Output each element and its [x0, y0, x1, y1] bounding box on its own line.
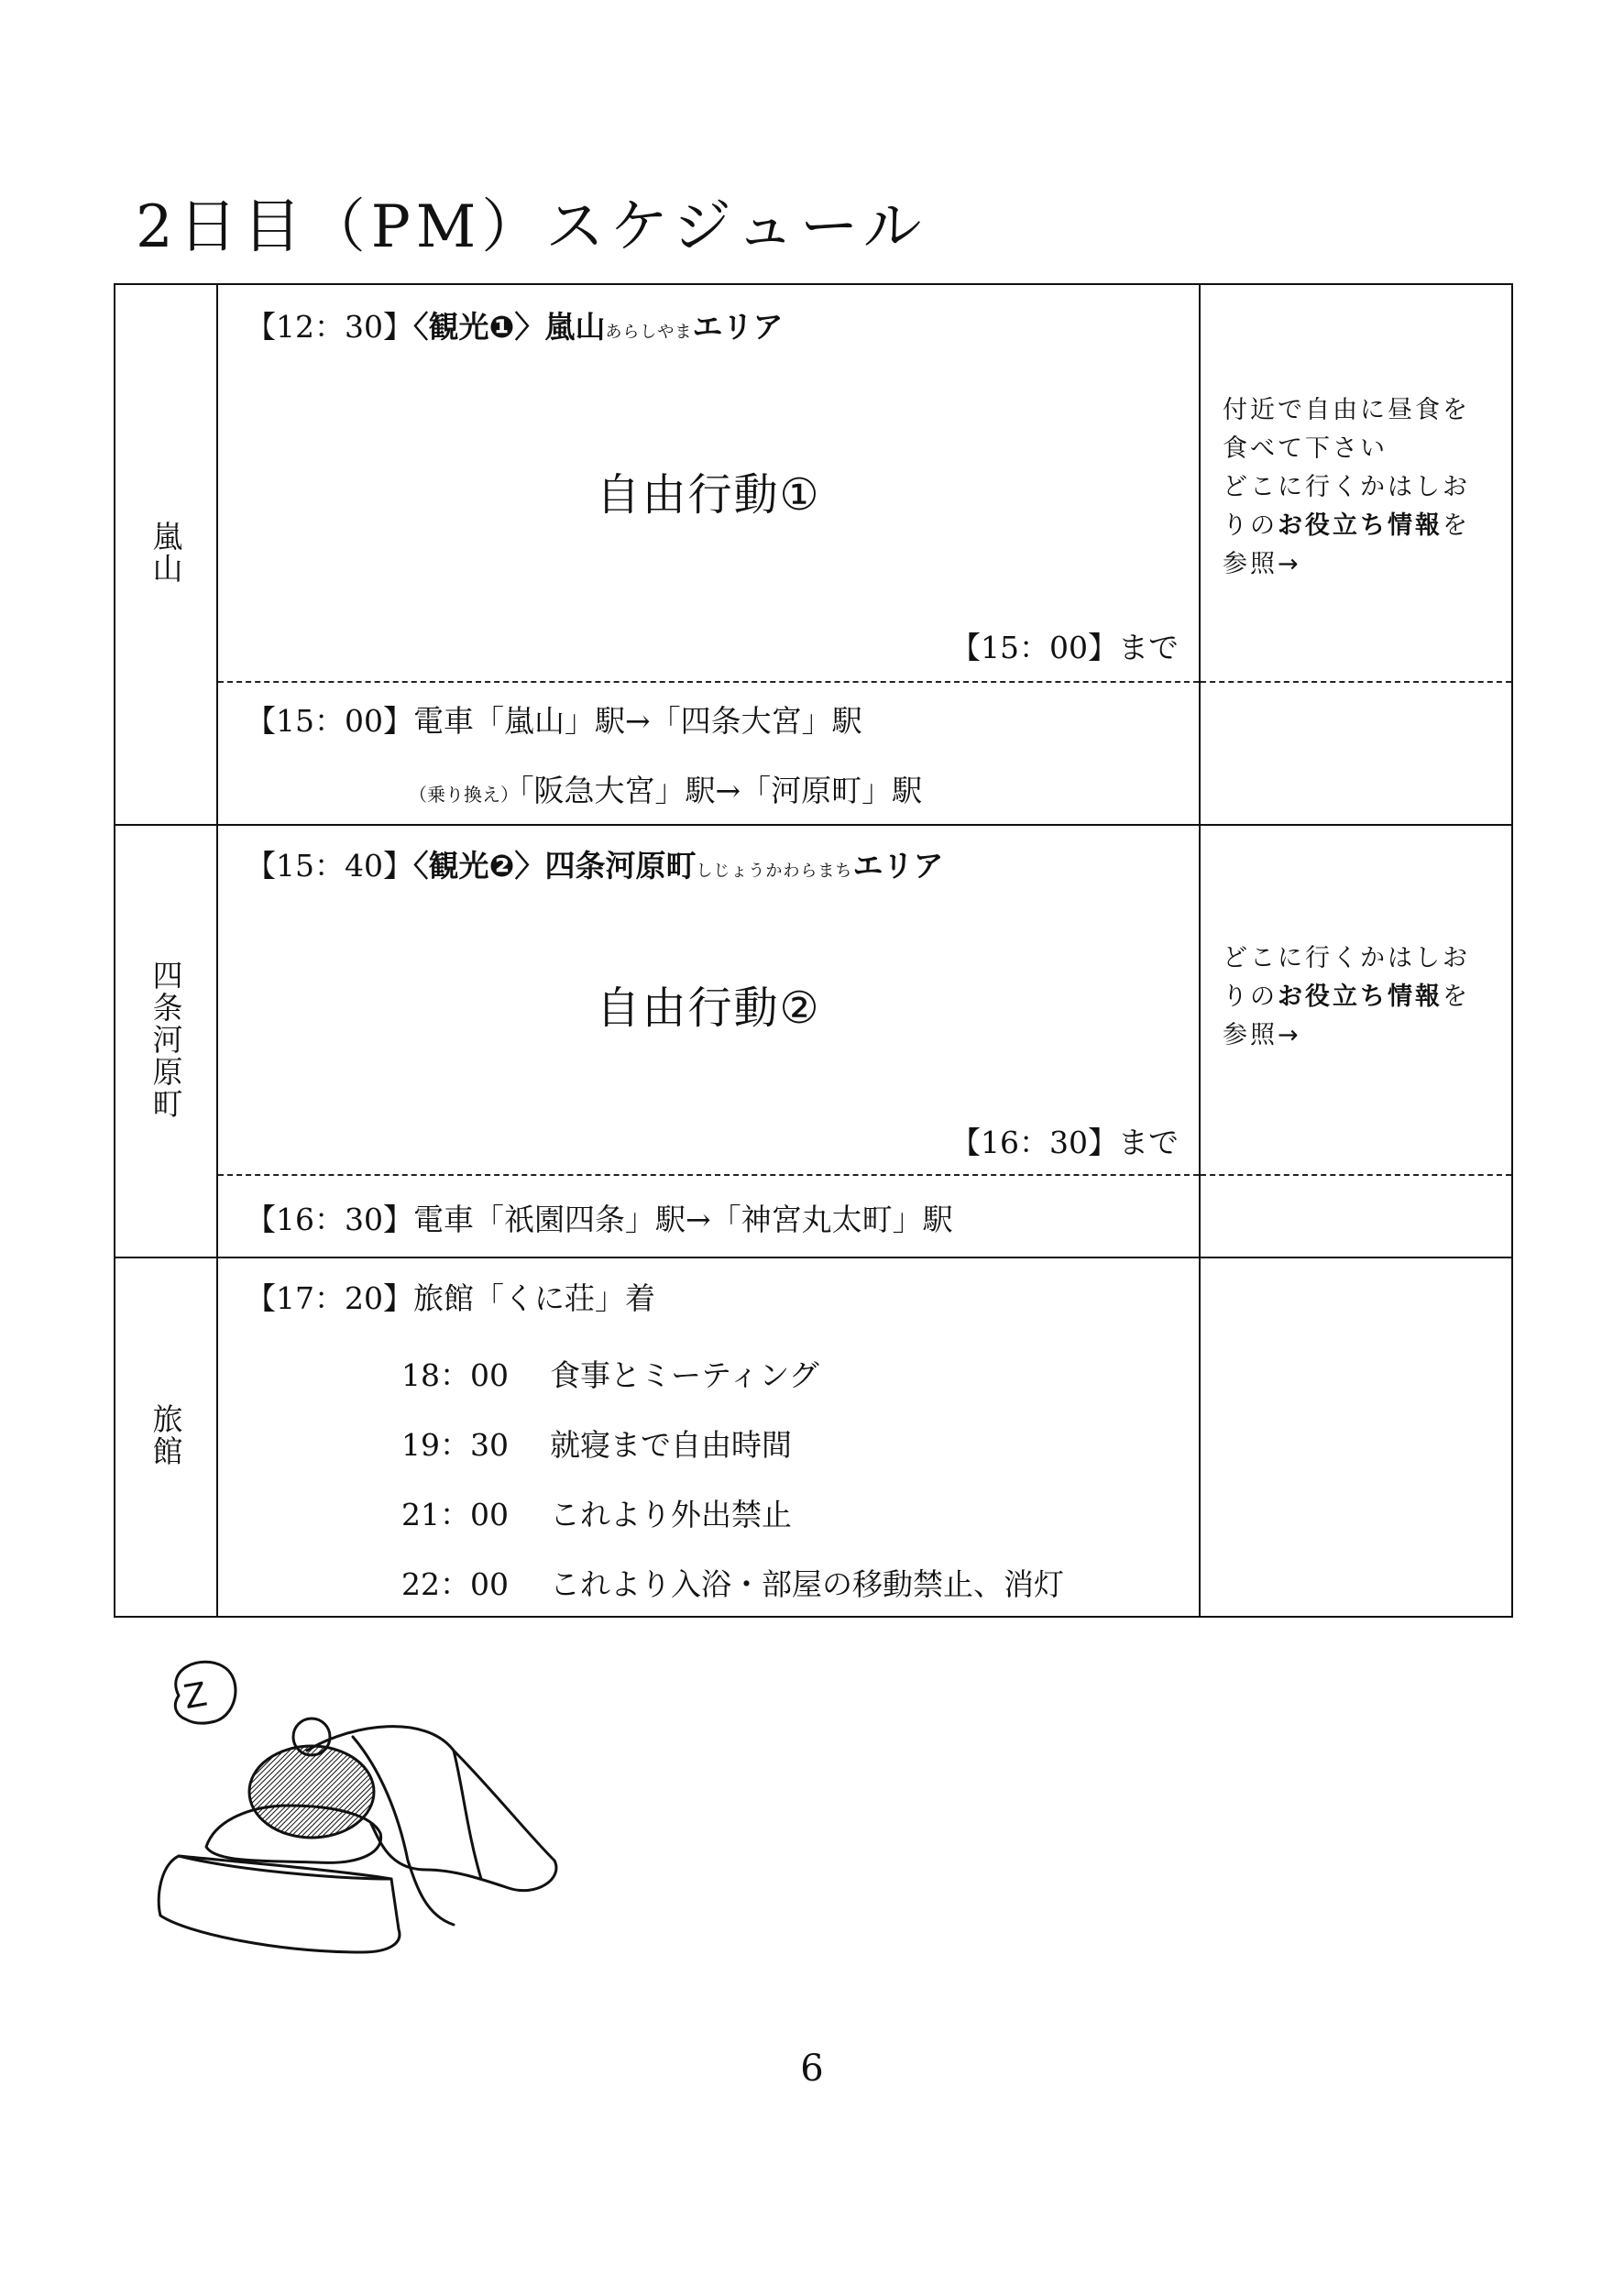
heading-place: 四条河原町	[544, 848, 697, 884]
until-time: 【15：00】まで	[950, 630, 1179, 665]
note-fragment: りの	[1223, 983, 1278, 1011]
heading-area: エリア	[852, 848, 944, 884]
free-action-label: 自由行動①	[596, 469, 821, 521]
note-line: 付近で自由に昼食を	[1223, 396, 1470, 424]
main-cell-ryokan	[217, 1257, 1200, 1617]
note-fragment: りの	[1223, 511, 1278, 540]
heading-kanko: 〈観光❶〉	[412, 309, 545, 345]
note-line	[1223, 978, 1470, 1016]
note-emphasis: お役立ち情報	[1278, 511, 1443, 540]
note-text	[1223, 391, 1470, 584]
note-empty	[1201, 683, 1511, 824]
item-text: これより外出禁止	[550, 1497, 792, 1532]
item-time: 21：00	[401, 1497, 509, 1532]
area-label: 四条河原町	[148, 959, 184, 1120]
row-ryokan	[115, 1257, 1512, 1617]
area-label: 旅館	[148, 1403, 184, 1467]
train-block	[218, 683, 1199, 824]
sightseeing-block	[218, 285, 1199, 683]
heading-kana: あらしやま	[605, 323, 693, 342]
item-time: 18：00	[401, 1357, 509, 1393]
transfer-note: （乗り換え）	[409, 784, 519, 806]
note-line: 参照→	[1223, 1021, 1301, 1049]
item-text: 就寝まで自由時間	[550, 1427, 792, 1463]
heading-kana: しじょうかわらまち	[696, 862, 853, 881]
heading-place: 嵐山	[544, 309, 606, 345]
note-block	[1201, 285, 1511, 683]
note-line: 食べて下さい	[1223, 434, 1388, 463]
area-label: 嵐山	[148, 521, 184, 585]
ryokan-item	[401, 1352, 819, 1395]
ryokan-item	[401, 1561, 1064, 1604]
ryokan-item	[401, 1491, 792, 1534]
item-time: 19：30	[401, 1427, 509, 1463]
note-emphasis: お役立ち情報	[1278, 983, 1443, 1011]
note-line: どこに行くかはしお	[1223, 944, 1470, 972]
item-text: 食事とミーティング	[550, 1357, 819, 1393]
sightseeing-block	[218, 826, 1199, 1176]
note-empty	[1201, 1176, 1511, 1257]
sightseeing-heading	[246, 303, 783, 346]
note-line: どこに行くかはしお	[1223, 473, 1470, 501]
area-cell-arashiyama	[115, 284, 217, 825]
item-text: これより入浴・部屋の移動禁止、消灯	[550, 1566, 1064, 1602]
page-title: 2日目（PM）スケジュール	[136, 193, 927, 261]
area-cell-ryokan	[115, 1257, 217, 1617]
heading-time: 【15：40】	[246, 848, 413, 884]
item-time: 22：00	[401, 1566, 509, 1602]
sleeping-illustration	[151, 1650, 591, 1980]
train-line-1: 【15：00】電車「嵐山」駅→「四条大宮」駅	[246, 703, 862, 739]
heading-kanko: 〈観光❷〉	[412, 848, 545, 884]
train-line-2-text: 「阪急大宮」駅→「河原町」駅	[519, 773, 923, 808]
note-line	[1223, 507, 1470, 545]
train-line-1: 【16：30】電車「祇園四条」駅→「神宮丸太町」駅	[246, 1202, 953, 1237]
note-fragment: を	[1443, 511, 1470, 540]
area-cell-kawaramachi	[115, 825, 217, 1257]
main-cell-kawaramachi	[217, 825, 1200, 1257]
ryokan-block	[218, 1258, 1199, 1616]
note-cell-arashiyama	[1200, 284, 1512, 825]
free-action-label: 自由行動②	[596, 983, 821, 1034]
note-cell-kawaramachi	[1200, 825, 1512, 1257]
train-line-2	[409, 767, 922, 810]
heading-time: 【12：30】	[246, 309, 413, 345]
heading-area: エリア	[692, 309, 784, 345]
note-text	[1223, 939, 1470, 1055]
arrival-line: 【17：20】旅館「くに荘」着	[246, 1280, 655, 1316]
sightseeing-heading	[246, 842, 943, 885]
note-line: 参照→	[1223, 550, 1301, 578]
page-number: 6	[800, 2048, 824, 2090]
row-kawaramachi	[115, 825, 1512, 1257]
schedule-table	[114, 283, 1513, 1618]
note-fragment: を	[1443, 983, 1470, 1011]
sleep-z-text: Z	[181, 1675, 211, 1718]
note-cell-ryokan	[1200, 1257, 1512, 1617]
until-time: 【16：30】まで	[950, 1125, 1179, 1160]
note-block	[1201, 826, 1511, 1176]
train-block	[218, 1176, 1199, 1257]
row-arashiyama	[115, 284, 1512, 825]
main-cell-arashiyama	[217, 284, 1200, 825]
ryokan-item	[401, 1422, 792, 1465]
